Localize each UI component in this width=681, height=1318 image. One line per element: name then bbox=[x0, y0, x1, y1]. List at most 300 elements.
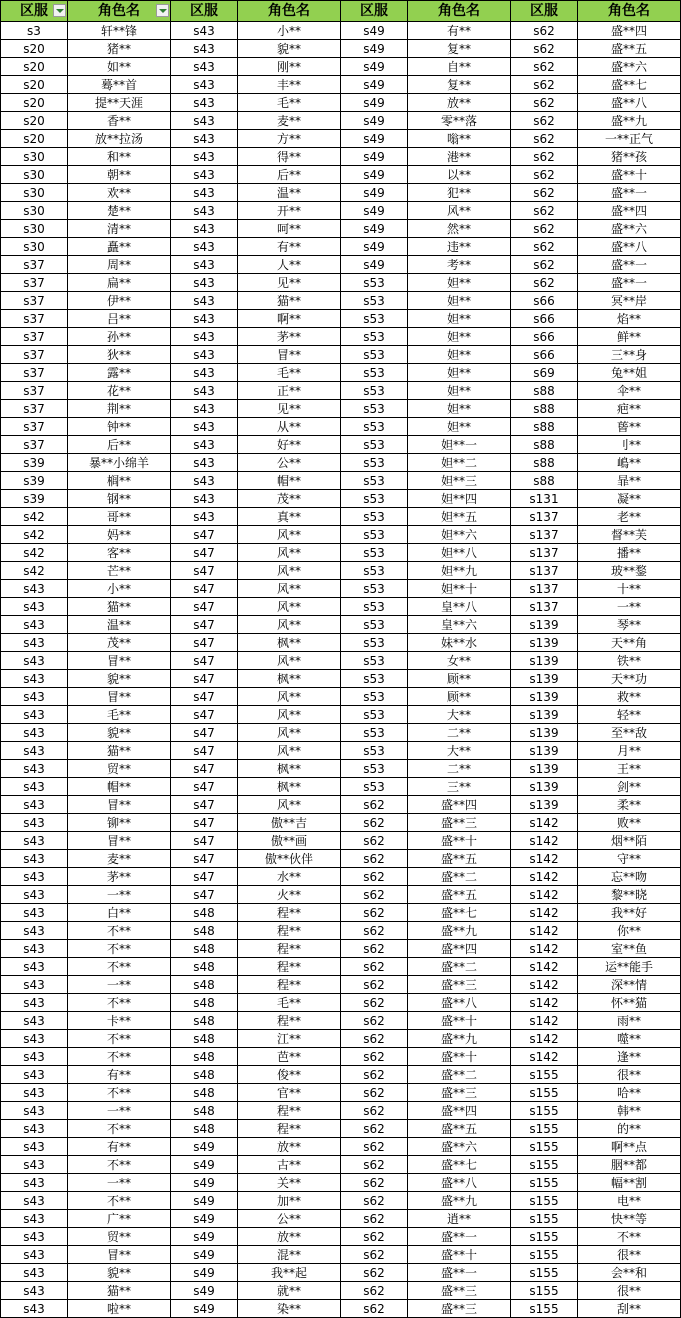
role-name-cell: 盛**四 bbox=[578, 22, 681, 40]
server-cell: s47 bbox=[171, 814, 238, 832]
server-cell: s62 bbox=[341, 1174, 408, 1192]
server-cell: s88 bbox=[511, 400, 578, 418]
table-row bbox=[1, 238, 681, 256]
server-cell: s43 bbox=[171, 22, 238, 40]
server-cell: s43 bbox=[171, 76, 238, 94]
server-cell: s42 bbox=[1, 562, 68, 580]
server-cell: s49 bbox=[171, 1156, 238, 1174]
role-name-cell: 猪** bbox=[68, 40, 171, 58]
server-cell: s155 bbox=[511, 1282, 578, 1300]
server-cell: s47 bbox=[171, 850, 238, 868]
role-name-cell: 客** bbox=[68, 544, 171, 562]
server-cell: s62 bbox=[341, 1048, 408, 1066]
role-name-cell: 帽** bbox=[238, 472, 341, 490]
server-cell: s43 bbox=[1, 1012, 68, 1030]
role-name-cell: 风** bbox=[238, 796, 341, 814]
role-name-cell: 盛**五 bbox=[578, 40, 681, 58]
server-cell: s43 bbox=[1, 796, 68, 814]
server-cell: s47 bbox=[171, 544, 238, 562]
role-name-cell: 猫** bbox=[238, 292, 341, 310]
server-cell: s155 bbox=[511, 1300, 578, 1318]
server-cell: s43 bbox=[1, 886, 68, 904]
role-name-cell: 不** bbox=[68, 1030, 171, 1048]
server-cell: s142 bbox=[511, 814, 578, 832]
role-name-cell: 妲** bbox=[408, 346, 511, 364]
server-cell: s30 bbox=[1, 184, 68, 202]
role-name-cell: 复** bbox=[408, 76, 511, 94]
server-cell: s43 bbox=[1, 616, 68, 634]
role-name-cell: 盛**七 bbox=[578, 76, 681, 94]
server-cell: s49 bbox=[171, 1138, 238, 1156]
role-name-cell: 盛**十 bbox=[408, 832, 511, 850]
server-cell: s142 bbox=[511, 1030, 578, 1048]
role-name-cell: 盛**三 bbox=[408, 1282, 511, 1300]
role-name-cell: 盛**四 bbox=[408, 796, 511, 814]
server-cell: s53 bbox=[341, 274, 408, 292]
role-name-cell: 一** bbox=[68, 886, 171, 904]
table-row bbox=[1, 256, 681, 274]
role-name-cell: 茂** bbox=[68, 634, 171, 652]
server-cell: s62 bbox=[341, 850, 408, 868]
role-name-cell: 二** bbox=[408, 724, 511, 742]
role-name-cell: 风** bbox=[238, 580, 341, 598]
role-name-cell: 妲** bbox=[408, 418, 511, 436]
server-cell: s62 bbox=[341, 958, 408, 976]
server-cell: s53 bbox=[341, 670, 408, 688]
role-name-cell: 有** bbox=[238, 238, 341, 256]
server-cell: s43 bbox=[1, 1084, 68, 1102]
role-name-cell: 妲**五 bbox=[408, 508, 511, 526]
server-cell: s137 bbox=[511, 508, 578, 526]
table-row bbox=[1, 454, 681, 472]
server-cell: s43 bbox=[171, 148, 238, 166]
role-name-cell: 程** bbox=[238, 904, 341, 922]
server-cell: s43 bbox=[1, 598, 68, 616]
server-cell: s43 bbox=[171, 400, 238, 418]
server-cell: s47 bbox=[171, 580, 238, 598]
role-name-cell: 玻**鍪 bbox=[578, 562, 681, 580]
server-cell: s53 bbox=[341, 706, 408, 724]
role-name-cell: 不** bbox=[68, 1192, 171, 1210]
server-cell: s20 bbox=[1, 58, 68, 76]
server-cell: s53 bbox=[341, 778, 408, 796]
table-row bbox=[1, 724, 681, 742]
server-cell: s53 bbox=[341, 310, 408, 328]
server-cell: s43 bbox=[1, 850, 68, 868]
role-name-cell: 妲**十 bbox=[408, 580, 511, 598]
server-cell: s43 bbox=[1, 760, 68, 778]
table-row bbox=[1, 742, 681, 760]
server-cell: s49 bbox=[341, 76, 408, 94]
server-cell: s49 bbox=[171, 1210, 238, 1228]
role-name-cell: 盛**九 bbox=[408, 1192, 511, 1210]
server-cell: s37 bbox=[1, 436, 68, 454]
role-name-cell: 麦** bbox=[238, 112, 341, 130]
server-cell: s43 bbox=[1, 1138, 68, 1156]
role-name-cell: 盛**六 bbox=[408, 1138, 511, 1156]
server-cell: s47 bbox=[171, 598, 238, 616]
server-cell: s43 bbox=[171, 184, 238, 202]
role-name-cell: 钟** bbox=[68, 418, 171, 436]
role-name-cell: 傲**画 bbox=[238, 832, 341, 850]
table-row bbox=[1, 1012, 681, 1030]
table-row bbox=[1, 760, 681, 778]
role-name-cell: 雨** bbox=[578, 1012, 681, 1030]
role-name-cell: 就** bbox=[238, 1282, 341, 1300]
role-name-cell: 猫** bbox=[68, 1282, 171, 1300]
server-cell: s43 bbox=[171, 490, 238, 508]
table-row bbox=[1, 1192, 681, 1210]
role-name-cell: 一** bbox=[578, 598, 681, 616]
server-cell: s39 bbox=[1, 454, 68, 472]
role-name-cell: 放**拉汤 bbox=[68, 130, 171, 148]
table-row bbox=[1, 112, 681, 130]
role-name-cell: 刂** bbox=[578, 436, 681, 454]
server-cell: s43 bbox=[1, 652, 68, 670]
role-name-cell: 皇**六 bbox=[408, 616, 511, 634]
column-header-server bbox=[1, 1, 68, 22]
role-name-cell: 放** bbox=[238, 1228, 341, 1246]
server-cell: s62 bbox=[341, 922, 408, 940]
server-cell: s47 bbox=[171, 706, 238, 724]
role-name-cell: 孙** bbox=[68, 328, 171, 346]
role-name-cell: 见** bbox=[238, 400, 341, 418]
table-row bbox=[1, 1084, 681, 1102]
server-cell: s37 bbox=[1, 364, 68, 382]
role-name-cell: 风** bbox=[238, 742, 341, 760]
role-name-cell: 刚** bbox=[238, 58, 341, 76]
role-name-cell: 矗** bbox=[68, 238, 171, 256]
column-header-label: 角色名 bbox=[268, 3, 310, 19]
server-cell: s49 bbox=[171, 1282, 238, 1300]
server-cell: s62 bbox=[341, 1300, 408, 1318]
role-name-cell: 暃** bbox=[578, 472, 681, 490]
role-name-cell: 妈** bbox=[68, 526, 171, 544]
role-name-cell: 啊** bbox=[238, 310, 341, 328]
server-cell: s142 bbox=[511, 922, 578, 940]
role-name-cell: 至**敌 bbox=[578, 724, 681, 742]
role-name-cell: 毛** bbox=[238, 94, 341, 112]
server-cell: s47 bbox=[171, 634, 238, 652]
role-name-cell: 守** bbox=[578, 850, 681, 868]
role-name-cell: 公** bbox=[238, 1210, 341, 1228]
table-row bbox=[1, 1156, 681, 1174]
role-name-cell: 顾** bbox=[408, 688, 511, 706]
server-cell: s53 bbox=[341, 472, 408, 490]
server-cell: s131 bbox=[511, 490, 578, 508]
table-row bbox=[1, 508, 681, 526]
server-cell: s43 bbox=[171, 220, 238, 238]
role-name-cell: 啊**点 bbox=[578, 1138, 681, 1156]
table-row bbox=[1, 652, 681, 670]
server-cell: s43 bbox=[171, 58, 238, 76]
server-cell: s43 bbox=[1, 1300, 68, 1318]
role-name-cell: 胭**都 bbox=[578, 1156, 681, 1174]
role-name-cell: 轻** bbox=[578, 706, 681, 724]
role-name-cell: 风** bbox=[238, 688, 341, 706]
role-name-cell: 盛**二 bbox=[408, 958, 511, 976]
role-name-cell: 盛**四 bbox=[408, 940, 511, 958]
server-cell: s37 bbox=[1, 328, 68, 346]
server-cell: s43 bbox=[171, 202, 238, 220]
server-cell: s49 bbox=[341, 94, 408, 112]
server-cell: s66 bbox=[511, 310, 578, 328]
server-cell: s62 bbox=[341, 832, 408, 850]
table-header bbox=[1, 1, 681, 22]
role-name-cell: 三** bbox=[408, 778, 511, 796]
server-cell: s62 bbox=[511, 148, 578, 166]
role-name-cell: 凝** bbox=[578, 490, 681, 508]
server-cell: s62 bbox=[341, 1102, 408, 1120]
role-name-cell: 刮** bbox=[578, 1300, 681, 1318]
column-header-label: 区服 bbox=[530, 3, 558, 19]
role-name-cell: 官** bbox=[238, 1084, 341, 1102]
server-cell: s142 bbox=[511, 868, 578, 886]
column-header-label: 角色名 bbox=[608, 3, 650, 19]
table-row bbox=[1, 1228, 681, 1246]
server-cell: s43 bbox=[1, 1210, 68, 1228]
column-header-role-name bbox=[68, 1, 171, 22]
server-cell: s43 bbox=[1, 922, 68, 940]
role-name-cell: 程** bbox=[238, 958, 341, 976]
role-name-cell: 后** bbox=[68, 436, 171, 454]
server-cell: s49 bbox=[171, 1264, 238, 1282]
role-name-cell: 风** bbox=[408, 202, 511, 220]
table-row bbox=[1, 1174, 681, 1192]
table-row bbox=[1, 1102, 681, 1120]
role-name-cell: 风** bbox=[238, 706, 341, 724]
server-cell: s62 bbox=[511, 130, 578, 148]
role-name-cell: 我**好 bbox=[578, 904, 681, 922]
role-name-cell: 考** bbox=[408, 256, 511, 274]
server-cell: s48 bbox=[171, 1066, 238, 1084]
server-cell: s47 bbox=[171, 796, 238, 814]
server-cell: s47 bbox=[171, 868, 238, 886]
server-cell: s137 bbox=[511, 526, 578, 544]
filter-dropdown-icon[interactable] bbox=[53, 4, 66, 17]
role-name-cell: 蓦**首 bbox=[68, 76, 171, 94]
role-name-cell: 妲** bbox=[408, 382, 511, 400]
server-cell: s47 bbox=[171, 688, 238, 706]
role-name-cell: 程** bbox=[238, 976, 341, 994]
role-name-cell: 老** bbox=[578, 508, 681, 526]
role-name-cell: 盛**十 bbox=[408, 1246, 511, 1264]
table-row bbox=[1, 310, 681, 328]
server-cell: s49 bbox=[341, 22, 408, 40]
server-cell: s43 bbox=[1, 832, 68, 850]
role-name-cell: 盛**四 bbox=[578, 202, 681, 220]
role-name-cell: 一** bbox=[68, 976, 171, 994]
filter-dropdown-icon[interactable] bbox=[156, 4, 169, 17]
role-name-cell: 港** bbox=[408, 148, 511, 166]
role-name-cell: 貌** bbox=[238, 40, 341, 58]
server-cell: s37 bbox=[1, 310, 68, 328]
server-cell: s155 bbox=[511, 1210, 578, 1228]
column-header-server bbox=[511, 1, 578, 22]
server-cell: s48 bbox=[171, 1084, 238, 1102]
role-name-cell: 盛**一 bbox=[578, 256, 681, 274]
role-name-cell: 风** bbox=[238, 544, 341, 562]
role-name-cell: 妲**六 bbox=[408, 526, 511, 544]
role-name-cell: 枫** bbox=[238, 670, 341, 688]
role-name-cell: 三**身 bbox=[578, 346, 681, 364]
role-name-cell: 会**和 bbox=[578, 1264, 681, 1282]
role-name-cell: 复** bbox=[408, 40, 511, 58]
role-name-cell: 毛** bbox=[238, 994, 341, 1012]
table-row bbox=[1, 868, 681, 886]
server-cell: s62 bbox=[341, 1084, 408, 1102]
role-name-cell: 盛**一 bbox=[578, 184, 681, 202]
role-name-cell: 猫** bbox=[68, 598, 171, 616]
role-name-cell: 关** bbox=[238, 1174, 341, 1192]
role-name-cell: 风** bbox=[238, 526, 341, 544]
server-cell: s43 bbox=[171, 310, 238, 328]
role-name-cell: 染** bbox=[238, 1300, 341, 1318]
server-cell: s155 bbox=[511, 1102, 578, 1120]
column-header-label: 角色名 bbox=[98, 3, 140, 19]
role-name-cell: 放** bbox=[408, 94, 511, 112]
table-row bbox=[1, 814, 681, 832]
role-name-cell: 公** bbox=[238, 454, 341, 472]
server-cell: s43 bbox=[1, 742, 68, 760]
role-name-cell: 清** bbox=[68, 220, 171, 238]
role-name-cell: 有** bbox=[68, 1066, 171, 1084]
role-name-cell: 贸** bbox=[68, 760, 171, 778]
server-cell: s53 bbox=[341, 616, 408, 634]
table-row bbox=[1, 184, 681, 202]
role-name-cell: 柔** bbox=[578, 796, 681, 814]
server-cell: s62 bbox=[341, 1282, 408, 1300]
role-name-cell: 妲** bbox=[408, 400, 511, 418]
header-row bbox=[1, 1, 681, 22]
server-cell: s155 bbox=[511, 1246, 578, 1264]
role-name-cell: 深**情 bbox=[578, 976, 681, 994]
server-cell: s43 bbox=[1, 724, 68, 742]
server-cell: s30 bbox=[1, 220, 68, 238]
role-name-cell: 冥**岸 bbox=[578, 292, 681, 310]
role-name-cell: 盛**一 bbox=[408, 1264, 511, 1282]
role-name-cell: 伊** bbox=[68, 292, 171, 310]
server-cell: s53 bbox=[341, 580, 408, 598]
role-name-cell: 盛**六 bbox=[578, 220, 681, 238]
server-cell: s62 bbox=[341, 1120, 408, 1138]
role-name-cell: 妲** bbox=[408, 292, 511, 310]
role-name-cell: 香** bbox=[68, 112, 171, 130]
server-cell: s43 bbox=[1, 688, 68, 706]
server-cell: s53 bbox=[341, 634, 408, 652]
role-name-cell: 督**芙 bbox=[578, 526, 681, 544]
table-row bbox=[1, 922, 681, 940]
table-row bbox=[1, 130, 681, 148]
role-name-cell: 妲** bbox=[408, 310, 511, 328]
table-row bbox=[1, 148, 681, 166]
server-cell: s47 bbox=[171, 742, 238, 760]
server-cell: s37 bbox=[1, 400, 68, 418]
table-row bbox=[1, 1300, 681, 1318]
role-name-cell: 大** bbox=[408, 742, 511, 760]
server-cell: s88 bbox=[511, 472, 578, 490]
server-cell: s30 bbox=[1, 148, 68, 166]
role-name-cell: 救** bbox=[578, 688, 681, 706]
role-name-cell: 忘**吻 bbox=[578, 868, 681, 886]
role-name-cell: 卡** bbox=[68, 1012, 171, 1030]
role-name-cell: 冒** bbox=[68, 652, 171, 670]
server-cell: s48 bbox=[171, 1012, 238, 1030]
server-cell: s139 bbox=[511, 796, 578, 814]
server-cell: s42 bbox=[1, 526, 68, 544]
role-name-cell: 傲**吉 bbox=[238, 814, 341, 832]
server-cell: s48 bbox=[171, 1102, 238, 1120]
role-name-cell: 盛**八 bbox=[408, 1174, 511, 1192]
role-name-cell: 妲**三 bbox=[408, 472, 511, 490]
server-cell: s62 bbox=[341, 1210, 408, 1228]
table-row bbox=[1, 76, 681, 94]
server-cell: s43 bbox=[171, 382, 238, 400]
table-row bbox=[1, 1246, 681, 1264]
server-cell: s139 bbox=[511, 706, 578, 724]
role-name-cell: 盛**三 bbox=[408, 976, 511, 994]
server-cell: s47 bbox=[171, 832, 238, 850]
role-name-cell: 荆** bbox=[68, 400, 171, 418]
server-cell: s53 bbox=[341, 742, 408, 760]
server-cell: s53 bbox=[341, 328, 408, 346]
server-cell: s42 bbox=[1, 544, 68, 562]
role-name-cell: 冒** bbox=[68, 688, 171, 706]
role-name-cell: 妲**八 bbox=[408, 544, 511, 562]
server-cell: s137 bbox=[511, 580, 578, 598]
table-row bbox=[1, 328, 681, 346]
role-name-cell: 毛** bbox=[238, 364, 341, 382]
server-cell: s43 bbox=[1, 940, 68, 958]
role-name-cell: 妲**四 bbox=[408, 490, 511, 508]
table-row bbox=[1, 1264, 681, 1282]
role-name-cell: 冒** bbox=[238, 346, 341, 364]
role-name-cell: 妲**一 bbox=[408, 436, 511, 454]
column-header-label: 区服 bbox=[360, 3, 388, 19]
role-name-cell: 盛**四 bbox=[408, 1102, 511, 1120]
server-cell: s43 bbox=[1, 1156, 68, 1174]
table-row bbox=[1, 418, 681, 436]
role-name-cell: 哈** bbox=[578, 1084, 681, 1102]
role-name-cell: 盛**三 bbox=[408, 1300, 511, 1318]
server-cell: s142 bbox=[511, 958, 578, 976]
role-name-cell: 十** bbox=[578, 580, 681, 598]
role-name-cell: 顾** bbox=[408, 670, 511, 688]
role-name-cell: 室**鱼 bbox=[578, 940, 681, 958]
server-cell: s43 bbox=[1, 994, 68, 1012]
table-row bbox=[1, 166, 681, 184]
server-cell: s62 bbox=[341, 940, 408, 958]
server-cell: s43 bbox=[1, 1246, 68, 1264]
server-cell: s43 bbox=[1, 1228, 68, 1246]
server-cell: s43 bbox=[171, 166, 238, 184]
server-cell: s43 bbox=[171, 508, 238, 526]
server-cell: s43 bbox=[1, 1264, 68, 1282]
role-name-cell: 开** bbox=[238, 202, 341, 220]
role-name-cell: 风** bbox=[238, 598, 341, 616]
table-row bbox=[1, 400, 681, 418]
server-cell: s155 bbox=[511, 1156, 578, 1174]
role-name-cell: 小** bbox=[68, 580, 171, 598]
role-name-cell: 女** bbox=[408, 652, 511, 670]
server-cell: s43 bbox=[1, 1282, 68, 1300]
server-cell: s48 bbox=[171, 958, 238, 976]
server-cell: s62 bbox=[511, 94, 578, 112]
server-cell: s62 bbox=[341, 796, 408, 814]
server-cell: s42 bbox=[1, 508, 68, 526]
role-name-cell: 后** bbox=[238, 166, 341, 184]
server-cell: s53 bbox=[341, 418, 408, 436]
